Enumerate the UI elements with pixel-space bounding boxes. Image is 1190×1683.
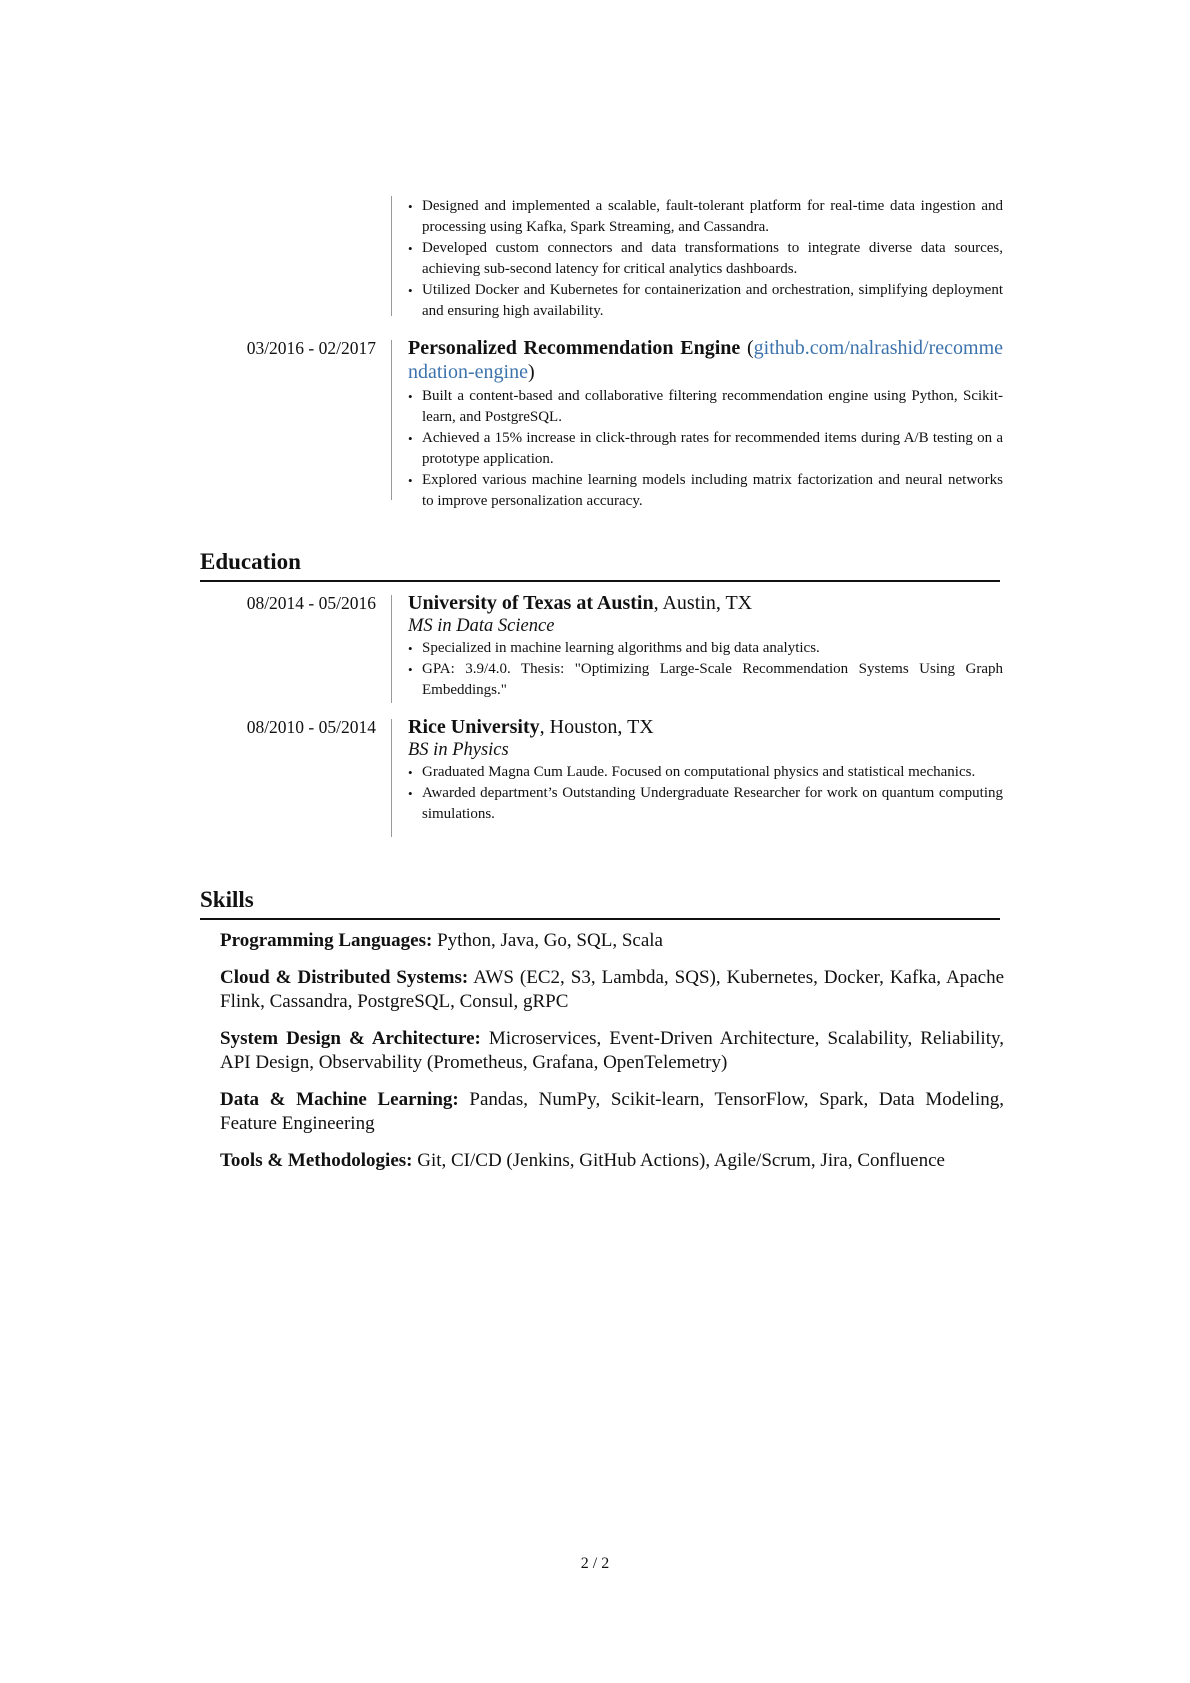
skill-label: Tools & Methodologies: xyxy=(220,1150,413,1171)
degree: MS in Data Science xyxy=(408,616,555,636)
skills-section-header xyxy=(200,886,1000,914)
link-open-paren: ( xyxy=(746,337,754,359)
entry-content xyxy=(408,196,1003,322)
school-location: , Houston, TX xyxy=(539,716,654,738)
skill-label: System Design & Architecture: xyxy=(220,1028,481,1049)
list-item: • Developed custom connectors and data transformations to integrate diverse data sources, achieving sub-second latency for critical analytics dashboards. xyxy=(408,238,1003,280)
project-link[interactable]: github.com/nalrashid/recommendation-engine xyxy=(408,337,1004,383)
project-title: Personalized Recommendation Engine xyxy=(408,337,741,359)
degree: BS in Physics xyxy=(408,740,509,760)
school-line xyxy=(408,715,1003,739)
skill-value: Pandas, NumPy, Scikit-learn, TensorFlow, Spark, Data Modeling, Feature Engineering xyxy=(220,1089,1004,1134)
skill-label: Cloud & Distributed Systems: xyxy=(220,967,469,988)
section-rule xyxy=(200,580,1000,582)
skills-list xyxy=(220,929,1004,1186)
entry-content xyxy=(408,715,1003,825)
page-number: 2 / 2 xyxy=(580,1555,610,1572)
education-section-header xyxy=(200,548,1000,576)
entry-divider-line xyxy=(391,719,392,837)
bullet-list xyxy=(408,386,1003,512)
bullet-list xyxy=(408,638,1003,701)
section-title-education: Education xyxy=(200,549,301,574)
link-close-paren: ) xyxy=(527,361,535,383)
skill-item xyxy=(220,966,1004,1014)
section-title-skills: Skills xyxy=(200,887,254,912)
skill-value: Git, CI/CD (Jenkins, GitHub Actions), Agile/Scrum, Jira, Confluence xyxy=(417,1150,945,1171)
list-item: • Designed and implemented a scalable, fault-tolerant platform for real-time data ingestion and processing using Kafka, Spark Streaming, and Cassandra. xyxy=(408,196,1003,238)
skill-value: AWS (EC2, S3, Lambda, SQS), Kubernetes, Docker, Kafka, Apache Flink, Cassandra, PostgreSQL, Consul, gRPC xyxy=(220,967,1005,1012)
entry-date: 08/2014 - 05/2016 xyxy=(246,593,376,613)
skill-item xyxy=(220,1088,1004,1136)
skill-label: Programming Languages: xyxy=(220,930,433,951)
school-location: , Austin, TX xyxy=(653,592,753,614)
list-item: • Explored various machine learning models including matrix factorization and neural networks to improve personalization accuracy. xyxy=(408,470,1003,512)
school-name: Rice University xyxy=(408,716,540,738)
entry-divider-line xyxy=(391,340,392,500)
list-item: • Graduated Magna Cum Laude. Focused on computational physics and statistical mechanics. xyxy=(408,762,1003,783)
entry-date: 08/2010 - 05/2014 xyxy=(246,717,376,737)
skill-item xyxy=(220,1027,1004,1075)
skill-value: Python, Java, Go, SQL, Scala xyxy=(437,930,663,951)
list-item: • Achieved a 15% increase in click-through rates for recommended items during A/B testing on a prototype application. xyxy=(408,428,1003,470)
bullet-list xyxy=(408,196,1003,322)
school-line xyxy=(408,591,1003,615)
section-rule xyxy=(200,918,1000,920)
list-item: • Specialized in machine learning algorithms and big data analytics. xyxy=(408,638,1003,659)
list-item: • GPA: 3.9/4.0. Thesis: "Optimizing Large-Scale Recommendation Systems Using Graph Embeddings." xyxy=(408,659,1003,701)
entry-date: 03/2016 - 02/2017 xyxy=(246,338,376,358)
skill-item xyxy=(220,1149,1004,1173)
project-title-line xyxy=(408,336,1003,384)
skill-item xyxy=(220,929,1004,953)
entry-divider-line xyxy=(391,595,392,703)
entry-divider-line xyxy=(391,196,392,316)
list-item: • Built a content-based and collaborative filtering recommendation engine using Python, Scikit-learn, and PostgreSQL. xyxy=(408,386,1003,428)
list-item: • Utilized Docker and Kubernetes for containerization and orchestration, simplifying deployment and ensuring high availability. xyxy=(408,280,1003,322)
bullet-list xyxy=(408,762,1003,825)
entry-content xyxy=(408,591,1003,701)
list-item: • Awarded department’s Outstanding Undergraduate Researcher for work on quantum computing simulations. xyxy=(408,783,1003,825)
skill-label: Data & Machine Learning: xyxy=(220,1089,459,1110)
entry-content xyxy=(408,336,1003,512)
skill-value: Microservices, Event-Driven Architecture, Scalability, Reliability, API Design, Observability (Prometheus, Grafana, OpenTelemetry) xyxy=(220,1028,1005,1073)
school-name: University of Texas at Austin xyxy=(408,592,654,614)
